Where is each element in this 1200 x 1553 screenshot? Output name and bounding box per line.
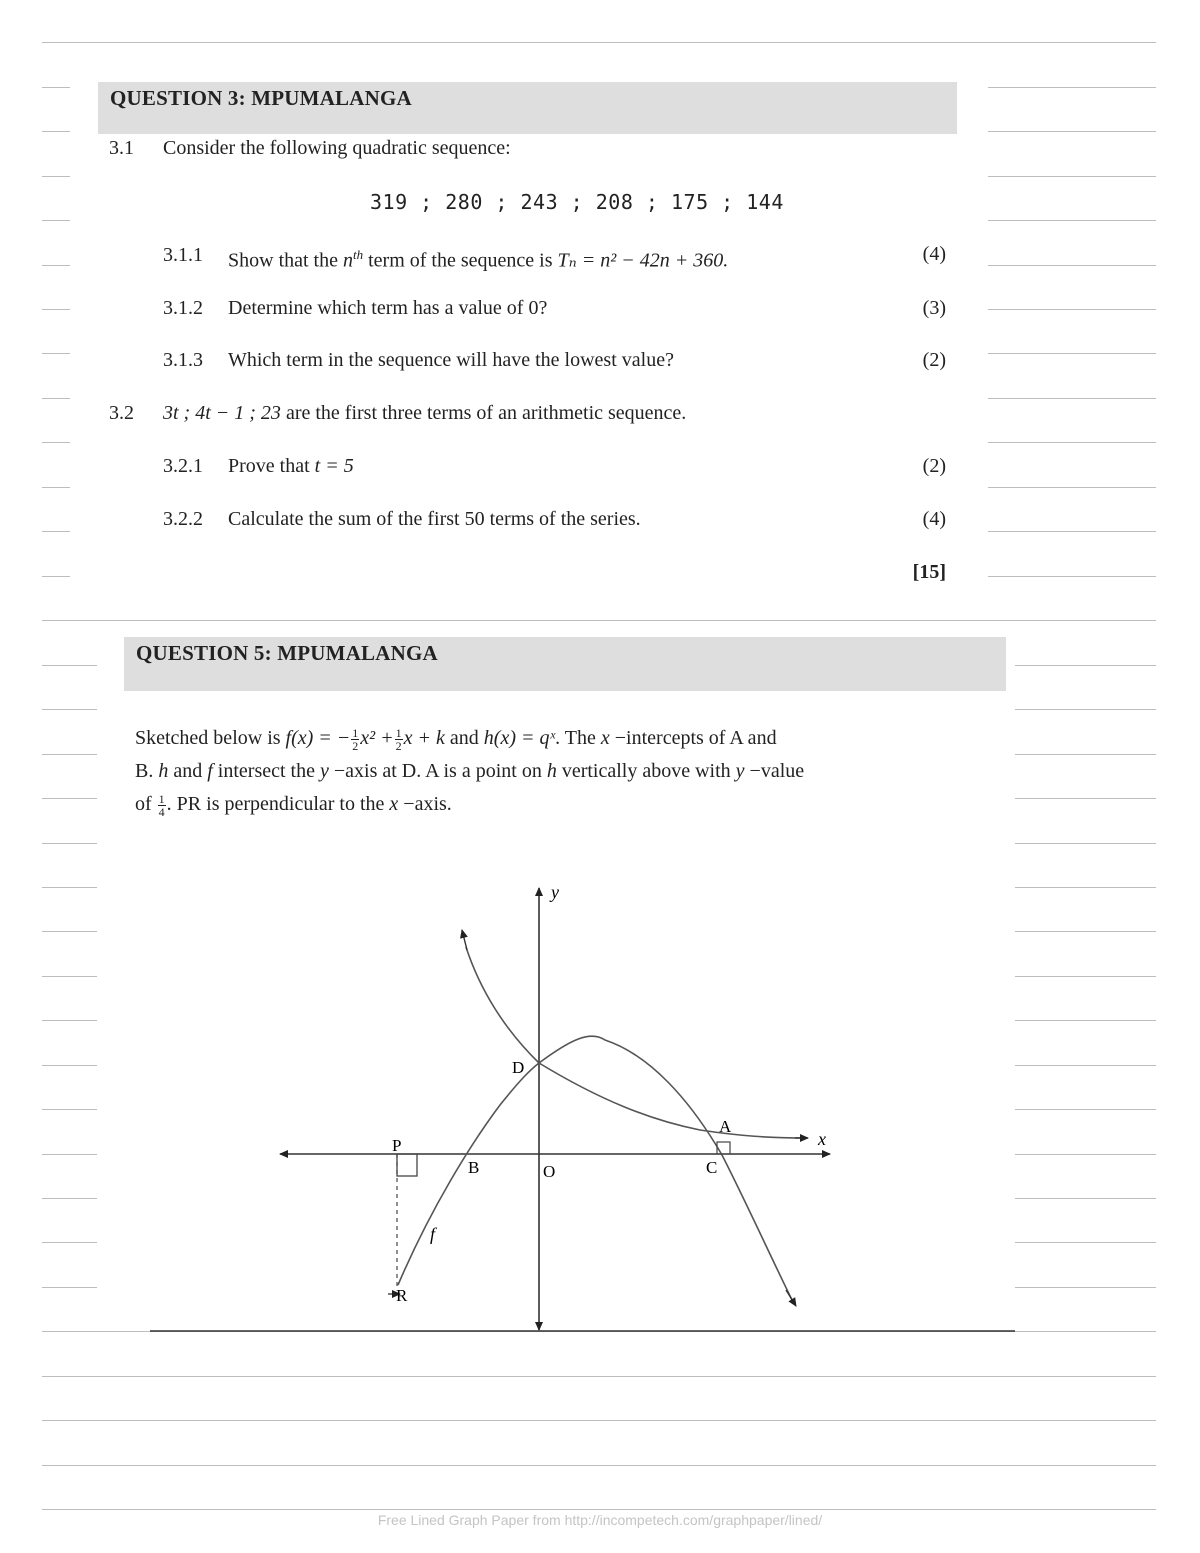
label-p: P [392, 1136, 402, 1155]
q3-1-text: Consider the following quadratic sequence: [163, 137, 511, 159]
label-d: D [512, 1058, 525, 1077]
q3-2-2-number: 3.2.2 [163, 508, 203, 530]
label-o: O [543, 1162, 556, 1181]
quadratic-sequence: 319 ; 280 ; 243 ; 208 ; 175 ; 144 [370, 190, 784, 214]
q3-1-number: 3.1 [109, 137, 134, 159]
q5-l3-c: −axis. [398, 793, 452, 815]
q3-2-2-text: Calculate the sum of the first 50 terms of the series. [228, 508, 641, 530]
q3-2-2-mark: (4) [922, 508, 946, 530]
q5-h-var-2: h [546, 760, 557, 782]
q5-quarter-den: 4 [158, 804, 165, 819]
q5-f-var: f [207, 760, 213, 782]
q3-2-1-formula: t = 5 [314, 455, 354, 477]
q3-1-2-text: Determine which term has a value of 0? [228, 297, 548, 319]
q5-l3-b: . PR is perpendicular to the [166, 793, 390, 815]
right-angle-a [717, 1142, 730, 1154]
q5-f-lhs: f(x) = − [285, 727, 351, 749]
q3-1-3-mark: (2) [922, 349, 946, 371]
q5-half-den: 2 [352, 738, 359, 753]
q5-half-den-2: 2 [395, 738, 402, 753]
label-r: R [396, 1286, 408, 1305]
q5-l2-c: −axis at D. A is a point on [328, 760, 547, 782]
q5-l3-a: of [135, 793, 157, 815]
q5-l2-a: B. [135, 760, 159, 782]
q3-2-number: 3.2 [109, 402, 134, 424]
q5-l2-and: and [168, 760, 208, 782]
q3-1-3-number: 3.1.3 [163, 349, 203, 371]
q5-f-rest: x + k [403, 727, 445, 749]
q5-l2-b: intersect the [212, 760, 320, 782]
label-a: A [719, 1117, 732, 1136]
q5-h-var: h [158, 760, 169, 782]
label-x-axis: x [818, 1129, 826, 1149]
q3-2-terms: 3t ; 4t − 1 ; 23 [163, 402, 281, 424]
q3-1-2-number: 3.1.2 [163, 297, 203, 319]
q5-quarter-num: 1 [158, 791, 165, 806]
label-f: f [430, 1224, 436, 1244]
q3-2-1-text-pre: Prove that [228, 455, 315, 477]
q5-y-word-2: y [735, 760, 745, 782]
q5-half-num: 1 [352, 725, 359, 740]
q3-total-mark: [15] [912, 561, 946, 583]
q3-1-2-mark: (3) [922, 297, 946, 319]
q5-x-word: x [600, 727, 610, 749]
curve-h [466, 947, 805, 1138]
q3-1-3-text: Which term in the sequence will have the lowest value? [228, 349, 674, 371]
q5-y-word: y [319, 760, 329, 782]
question-5-header: QUESTION 5: MPUMALANGA [124, 637, 1006, 691]
q3-1-1-text-mid: term of the sequence is [363, 249, 558, 272]
curve-h-arrow-up [462, 930, 467, 950]
q5-half-num-2: 1 [395, 725, 402, 740]
q3-1-1-formula: Tₙ = n² − 42n + 360. [557, 249, 729, 272]
q5-l2-d: vertically above with [556, 760, 736, 782]
q5-l1-b: . The [555, 727, 601, 749]
q5-l1-a: Sketched below is [135, 727, 286, 749]
q5-x-word-2: x [389, 793, 399, 815]
right-angle-p [397, 1154, 417, 1176]
q5-f-x2: x² + [360, 727, 394, 749]
q5-and-1: and [444, 727, 484, 749]
q3-2-1-mark: (2) [922, 455, 946, 477]
q3-2-1-number: 3.2.1 [163, 455, 203, 477]
footer-credit: Free Lined Graph Paper from http://incompetech.com/graphpaper/lined/ [377, 1512, 823, 1528]
q3-1-1-mark: (4) [922, 243, 946, 265]
q5-h-def: h(x) = qˣ [483, 727, 556, 749]
curve-f-arrow-down [786, 1290, 796, 1306]
q3-2-text-rest: are the first three terms of an arithmetic sequence. [280, 402, 687, 424]
curve-f [398, 1036, 792, 1300]
label-y-axis: y [551, 882, 559, 902]
q3-1-1-th: th [353, 247, 364, 262]
q3-1-1-nth: n [343, 249, 353, 272]
label-c: C [706, 1158, 718, 1177]
q5-l2-e: −value [744, 760, 805, 782]
question-3-header: QUESTION 3: MPUMALANGA [98, 82, 957, 134]
q5-l1-c: −intercepts of A and [609, 727, 777, 749]
q3-1-1-number: 3.1.1 [163, 244, 203, 266]
q3-1-1-text-pre: Show that the [228, 249, 343, 272]
label-b: B [468, 1158, 480, 1177]
